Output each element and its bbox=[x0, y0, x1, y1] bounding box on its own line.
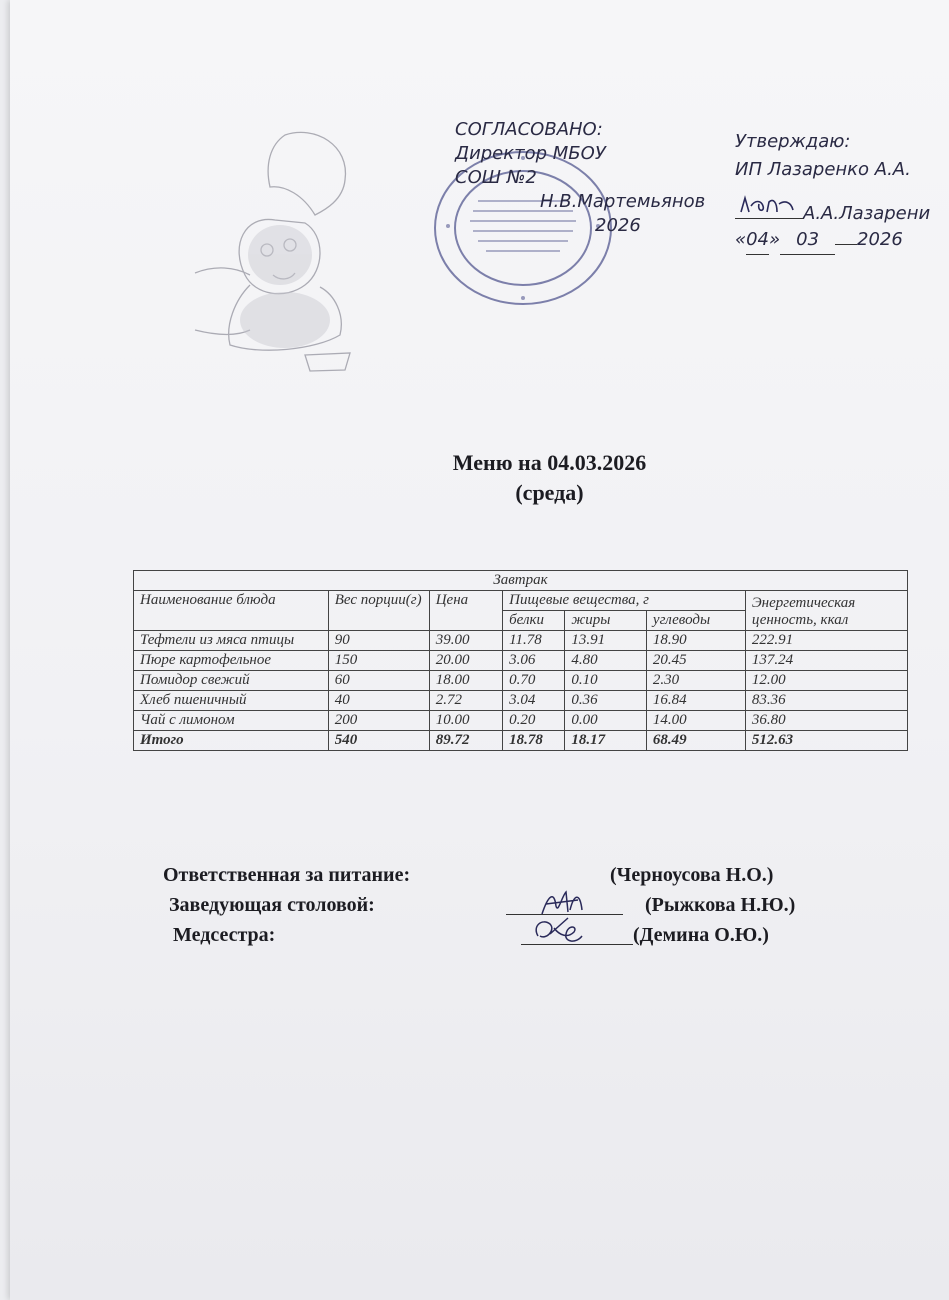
dish-carbs: 14.00 bbox=[646, 711, 745, 731]
approve-name: А.А.Лазарени bbox=[803, 203, 931, 224]
total-weight: 540 bbox=[328, 731, 429, 751]
meal-header: Завтрак bbox=[134, 571, 908, 591]
canteen-head-label: Заведующая столовой: bbox=[169, 894, 375, 916]
col-price: Цена bbox=[429, 591, 502, 631]
total-energy: 512.63 bbox=[745, 731, 907, 751]
dish-name: Пюре картофельное bbox=[134, 651, 329, 671]
col-nutrients: Пищевые вещества, г bbox=[503, 591, 746, 611]
dish-proteins: 0.70 bbox=[503, 671, 565, 691]
total-carbs: 68.49 bbox=[646, 731, 745, 751]
col-energy: Энергетическая ценность, ккал bbox=[745, 591, 907, 631]
total-row bbox=[134, 731, 908, 751]
dish-energy: 36.80 bbox=[745, 711, 907, 731]
dish-weight: 150 bbox=[328, 651, 429, 671]
dish-carbs: 20.45 bbox=[646, 651, 745, 671]
table-row bbox=[134, 711, 908, 731]
total-fats: 18.17 bbox=[565, 731, 647, 751]
nurse-signature bbox=[528, 914, 588, 948]
approve-year: 2026 bbox=[857, 229, 903, 250]
dish-fats: 4.80 bbox=[565, 651, 647, 671]
dish-weight: 90 bbox=[328, 631, 429, 651]
col-weight: Вес порции(г) bbox=[328, 591, 429, 631]
approve-day: 04 bbox=[746, 226, 769, 255]
table-row bbox=[134, 631, 908, 651]
dish-fats: 0.10 bbox=[565, 671, 647, 691]
dish-energy: 12.00 bbox=[745, 671, 907, 691]
col-fats: жиры bbox=[565, 611, 647, 631]
nurse-label: Медсестра: bbox=[173, 924, 276, 946]
table-row bbox=[134, 651, 908, 671]
dish-price: 20.00 bbox=[429, 651, 502, 671]
dish-energy: 222.91 bbox=[745, 631, 907, 651]
total-price: 89.72 bbox=[429, 731, 502, 751]
dish-proteins: 11.78 bbox=[503, 631, 565, 651]
responsible-name: (Черноусова Н.О.) bbox=[610, 864, 774, 886]
col-name: Наименование блюда bbox=[134, 591, 329, 631]
dish-carbs: 2.30 bbox=[646, 671, 745, 691]
approve-title: Утверждаю: bbox=[735, 131, 851, 152]
total-proteins: 18.78 bbox=[503, 731, 565, 751]
chef-illustration bbox=[175, 125, 375, 375]
approve-block: Утверждаю: ИП Лазаренко А.А. А.А.Лазарени «04» 03 2026 bbox=[735, 128, 930, 255]
dish-energy: 137.24 bbox=[745, 651, 907, 671]
dish-name: Тефтели из мяса птицы bbox=[134, 631, 329, 651]
agreed-block bbox=[455, 118, 705, 238]
dish-energy: 83.36 bbox=[745, 691, 907, 711]
col-carbs: углеводы bbox=[646, 611, 745, 631]
approve-signature bbox=[735, 198, 803, 219]
agreed-title: СОГЛАСОВАНО: bbox=[455, 119, 603, 140]
canteen-head-name: (Рыжкова Н.Ю.) bbox=[645, 894, 796, 916]
dish-carbs: 16.84 bbox=[646, 691, 745, 711]
dish-proteins: 0.20 bbox=[503, 711, 565, 731]
agreed-year: 2026 bbox=[595, 215, 641, 236]
dish-fats: 0.36 bbox=[565, 691, 647, 711]
approve-signature-mark bbox=[735, 194, 803, 216]
dish-price: 2.72 bbox=[429, 691, 502, 711]
menu-table bbox=[133, 570, 908, 751]
table-row bbox=[134, 691, 908, 711]
dish-fats: 13.91 bbox=[565, 631, 647, 651]
menu-title bbox=[0, 448, 949, 508]
agreed-school: СОШ №2 bbox=[455, 167, 537, 188]
approve-company: ИП Лазаренко А.А. bbox=[735, 159, 911, 180]
dish-proteins: 3.06 bbox=[503, 651, 565, 671]
col-proteins: белки bbox=[503, 611, 565, 631]
dish-name: Хлеб пшеничный bbox=[134, 691, 329, 711]
dish-fats: 0.00 bbox=[565, 711, 647, 731]
approve-month: 03 bbox=[780, 226, 835, 255]
table-row bbox=[134, 671, 908, 691]
dish-weight: 200 bbox=[328, 711, 429, 731]
dish-carbs: 18.90 bbox=[646, 631, 745, 651]
dish-name: Чай с лимоном bbox=[134, 711, 329, 731]
agreed-name: Н.В.Мартемьянов bbox=[540, 191, 706, 212]
dish-proteins: 3.04 bbox=[503, 691, 565, 711]
agreed-position: Директор МБОУ bbox=[455, 143, 606, 164]
dish-price: 10.00 bbox=[429, 711, 502, 731]
dish-weight: 40 bbox=[328, 691, 429, 711]
signatures-block bbox=[163, 864, 863, 954]
menu-title-weekday: (среда) bbox=[515, 480, 584, 505]
dish-price: 39.00 bbox=[429, 631, 502, 651]
total-label: Итого bbox=[134, 731, 329, 751]
nurse-name: (Демина О.Ю.) bbox=[633, 924, 769, 946]
responsible-label: Ответственная за питание: bbox=[163, 864, 411, 886]
dish-name: Помидор свежий bbox=[134, 671, 329, 691]
menu-title-date: Меню на 04.03.2026 bbox=[452, 450, 647, 475]
dish-weight: 60 bbox=[328, 671, 429, 691]
dish-price: 18.00 bbox=[429, 671, 502, 691]
